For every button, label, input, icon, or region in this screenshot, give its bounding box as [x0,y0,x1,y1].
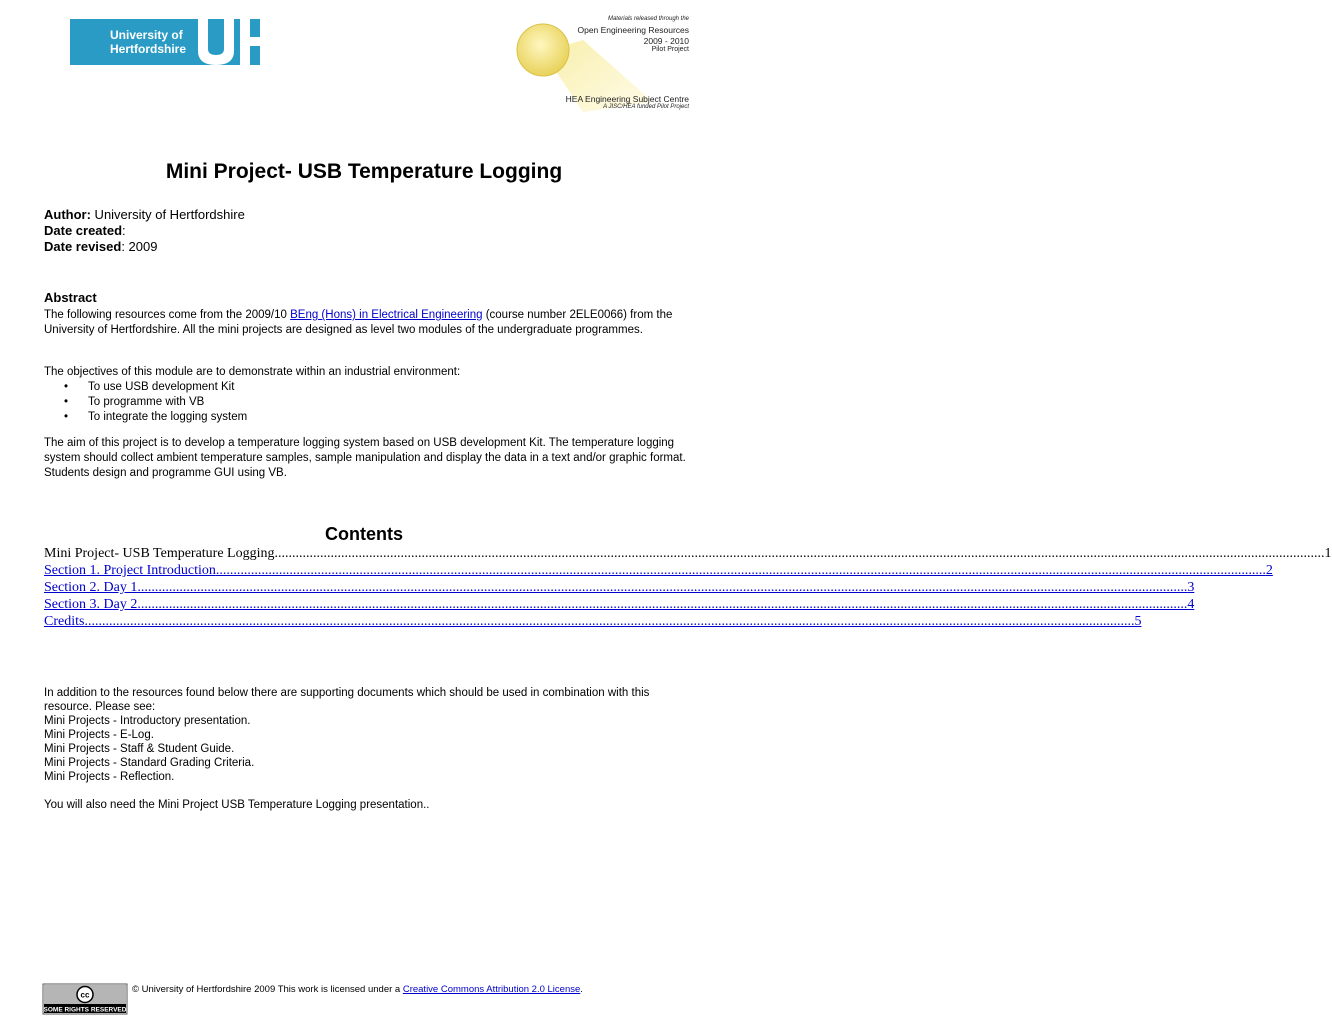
supporting-item: Mini Projects - Standard Grading Criteria. [44,757,255,769]
logo-name-line2: Hertfordshire [110,42,187,56]
supporting-item: Mini Projects - Staff & Student Guide. [44,743,235,755]
revised-value: : 2009 [121,239,158,254]
toc-entry[interactable]: Section 3. Day 2 ............................................................................................................................................................................................................................................................................................................ 4 [44,597,1195,612]
supporting-item: Mini Projects - Introductory presentation. [44,715,251,727]
objectives-list [44,380,694,425]
supporting-docs [44,686,694,784]
revised-label: Date revised [44,239,122,254]
badge-line1: Materials released through the [607,16,689,22]
objective-item: • To integrate the logging system [64,411,248,423]
author-value: University of Hertfordshire [90,207,245,222]
supporting-item: Mini Projects - E-Log. [44,729,154,741]
toc-leader: ............................................................................................................................................................................................................................................................................................................ [137,580,1188,595]
toc-entry[interactable]: Credits ............................................................................................................................................................................................................................................................................................................ 5 [44,614,1142,629]
toc-leader: ............................................................................................................................................................................................................................................................................................................ [274,546,1325,561]
toc-entry[interactable]: Section 1. Project Introduction ............................................................................................................................................................................................................................................................................................................ 2 [44,563,1273,578]
toc-entry[interactable]: Mini Project- USB Temperature Logging ............................................................................................................................................................................................................................................................................................................ 1 [44,546,1332,561]
document-title: Mini Project- USB Temperature Logging [165,160,563,183]
abstract-heading: Abstract [44,290,97,305]
created-label: Date created [44,223,123,238]
abstract-text-after: (course number 2ELE0066) from the University of Hertfordshire. All the mini projects are designed as level two modules of the undergraduate programmes. [44,309,673,336]
university-logo [70,19,270,65]
objectives-intro: The objectives of this module are to demonstrate within an industrial environment: [44,366,461,378]
badge-line4: Pilot Project [651,46,689,53]
toc-leader: ............................................................................................................................................................................................................................................................................................................ [137,597,1188,612]
oer-badge [513,12,689,112]
badge-line5: HEA Engineering Subject Centre [565,94,689,104]
contents-heading: Contents [325,524,403,544]
toc-entry[interactable]: Section 2. Day 1 ............................................................................................................................................................................................................................................................................................................ 3 [44,580,1195,595]
aim-paragraph: The aim of this project is to develop a temperature logging system based on USB development Kit. The temperature logging system should collect ambient temperature samples, sample manipulation and display the data in a text and/or graphic format. Students design and programme GUI using VB. [44,437,686,479]
cc-symbol: cc [80,990,90,1000]
beng-course-link[interactable]: BEng (Hons) in Electrical Engineering [290,309,483,321]
cc-caption: SOME RIGHTS RESERVED [43,1006,127,1014]
revised-line [44,239,157,254]
author-label: Author: [44,207,91,222]
badge-line2: Open Engineering Resources [577,25,689,35]
badge-line3: 2009 - 2010 [643,36,689,46]
objectives-block [44,365,694,425]
footer-license-text: © University of Hertfordshire 2009 This work is licensed under a Creative Commons Attribution 2.0 License. [132,984,583,995]
badge-line6: A JISC/HEA funded Pilot Project [603,104,689,110]
logo-name-line1: University of [110,28,183,42]
author-line [44,207,245,222]
creative-commons-badge [43,984,127,1014]
objective-item: • To programme with VB [64,396,205,408]
closing-note: You will also need the Mini Project USB Temperature Logging presentation.. [44,799,430,811]
toc-leader: ............................................................................................................................................................................................................................................................................................................ [84,614,1135,629]
objective-item: • To use USB development Kit [64,381,235,393]
created-line [44,223,126,238]
toc-leader: ............................................................................................................................................................................................................................................................................................................ [215,563,1266,578]
abstract-paragraph [44,308,694,338]
cc-license-link[interactable]: Creative Commons Attribution 2.0 License [402,984,581,995]
supporting-item: Mini Projects - Reflection. [44,771,175,783]
created-value: : [122,223,126,238]
abstract-text-before: The following resources come from the 2009/10 [44,309,291,321]
supporting-intro: In addition to the resources found below there are supporting documents which should be used in combination with this resource. Please see: [44,687,650,713]
